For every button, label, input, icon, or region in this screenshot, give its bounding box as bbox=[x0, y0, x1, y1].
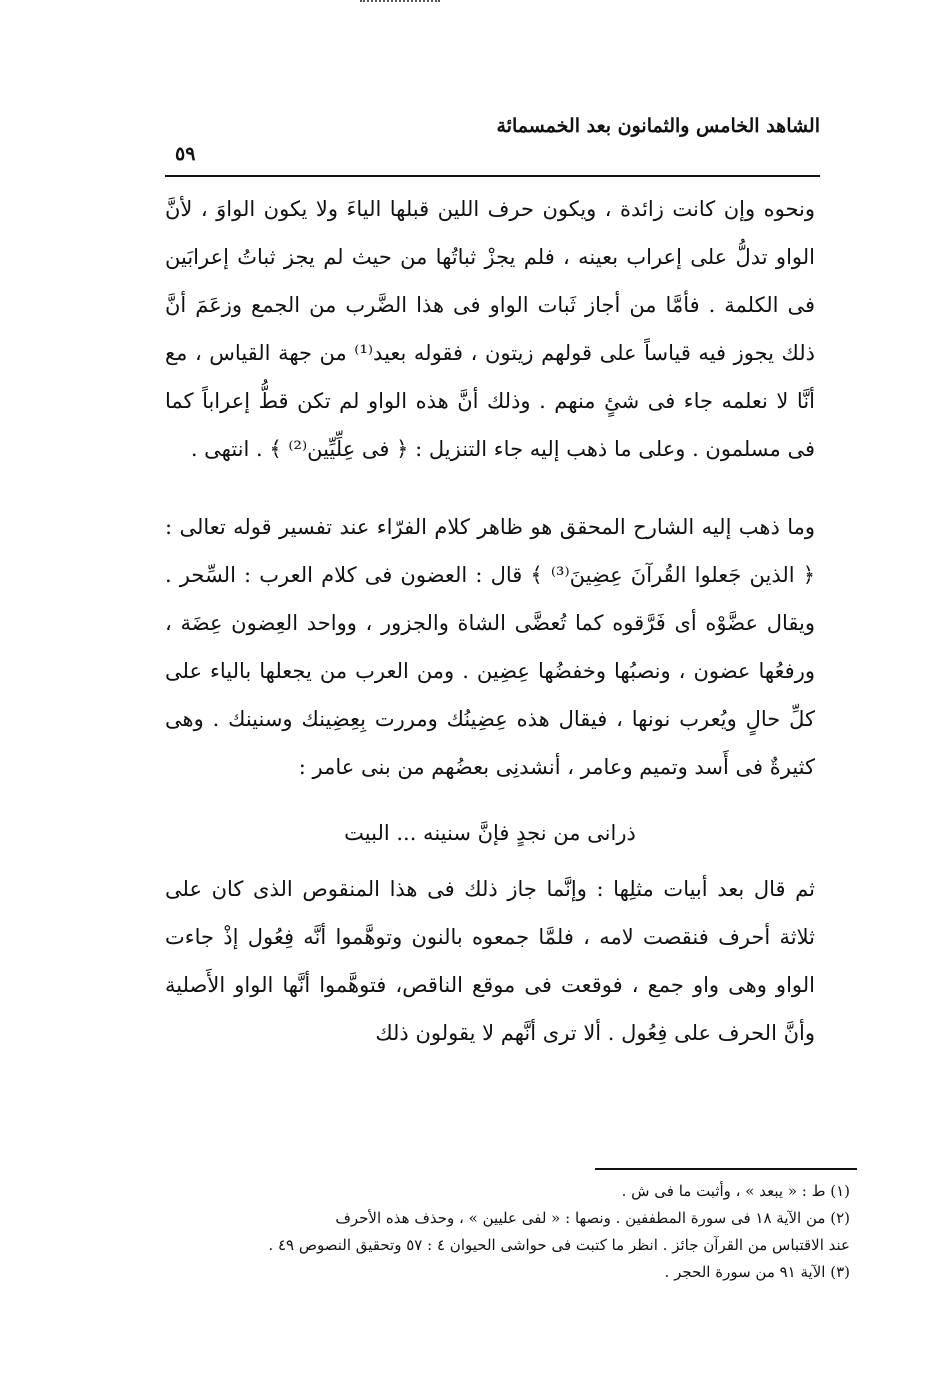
main-text bbox=[165, 185, 815, 1057]
verse-line: ذرانى من نجدٍ فإنَّ سنينه ... البيت bbox=[344, 821, 636, 845]
header-rule bbox=[165, 175, 820, 177]
footnote: (١) ط : « يبعد » ، وأثبت ما فى ش . bbox=[621, 1182, 850, 1200]
footnote-continuation: عند الاقتباس من القرآن جائز . انظر ما كتبت فى حواشى الحيوان ٤ : ٥٧ وتحقيق النصوص ٤٩ . bbox=[268, 1236, 850, 1254]
running-title: الشاهد الخامس والثمانون بعد الخمسمائة bbox=[496, 115, 820, 137]
footnote: (٣) الآية ٩١ من سورة الحجر . bbox=[664, 1263, 850, 1281]
paragraph: ثم قال بعد أبيات مثلِها : وإنَّما جاز ذلك فى هذا المنقوص الذى كان على ثلاثة أحرف فنقصت لامه ، فلمَّا جمعوه بالنون وتوهَّموا أنَّه فِعُول إذْ جاءت الواو وهى واو جمع ، فوقعت فى موقع الناقص، فتوهَّموا أنَّها الواو الأَصلية وأنَّ الحرف على فِعُول . ألا ترى أنَّهم لا يقولون ذلك bbox=[165, 877, 815, 1045]
footnotes bbox=[160, 1178, 850, 1286]
page-header bbox=[165, 115, 820, 175]
paragraph: ونحوه وإن كانت زائدة ، ويكون حرف اللين قبلها الياءَ ولا يكون الواوَ ، لأنَّ الواو تدلُّ على إعراب بعينه ، فلم يجزْ ثباتُها من حيث لم يجز ثباتُ إعرابَين فى الكلمة . فأمَّا من أجاز ثَبات الواو فى هذا الضَّرب من الجمع وزعَمَ أنَّ ذلك يجوز فيه قياساً على قولهم زيتون ، فقوله بعيد⁽¹⁾ من جهة القياس ، مع أنَّا لا نعلمه جاء فى شئٍ منهم . وذلك أنَّ هذه الواو لم تكن قطُّ إعراباً كما فى مسلمون . وعلى ما ذهب إليه جاء التنزيل : ﴿ فى عِلِّيِّين⁽²⁾ ﴾ . انتهى . bbox=[165, 197, 815, 461]
paragraph: وما ذهب إليه الشارح المحقق هو ظاهر كلام الفرّاء عند تفسير قوله تعالى : ﴿ الذين جَعلوا القُرآنَ عِضِينَ⁽³⁾ ﴾ قال : العضون فى كلام العرب : السِّحر . ويقال عضَّوْه أى فَرَّقوه كما تُعضَّى الشاة والجزور ، وواحد العِضون عِضَة ، ورفعُها عضون ، ونصبُها وخفضُها عِضِين . ومن العرب من يجعلها بالياء على كلِّ حالٍ ويُعرب نونها ، فيقال هذه عِضِينُك ومررت بِعِضِينك وسنينك . وهى كثيرةٌ فى أَسد وتميم وعامر ، أنشدنِى بعضُهم من بنى عامر : bbox=[165, 515, 816, 779]
page-number: ٥٩ bbox=[175, 143, 196, 165]
footnote: (٢) من الآية ١٨ فى سورة المطففين . ونصها : « لفى عليين » ، وحذف هذه الأحرف bbox=[335, 1209, 850, 1227]
footnote-rule bbox=[595, 1168, 857, 1170]
top-edge-mark bbox=[360, 0, 440, 6]
